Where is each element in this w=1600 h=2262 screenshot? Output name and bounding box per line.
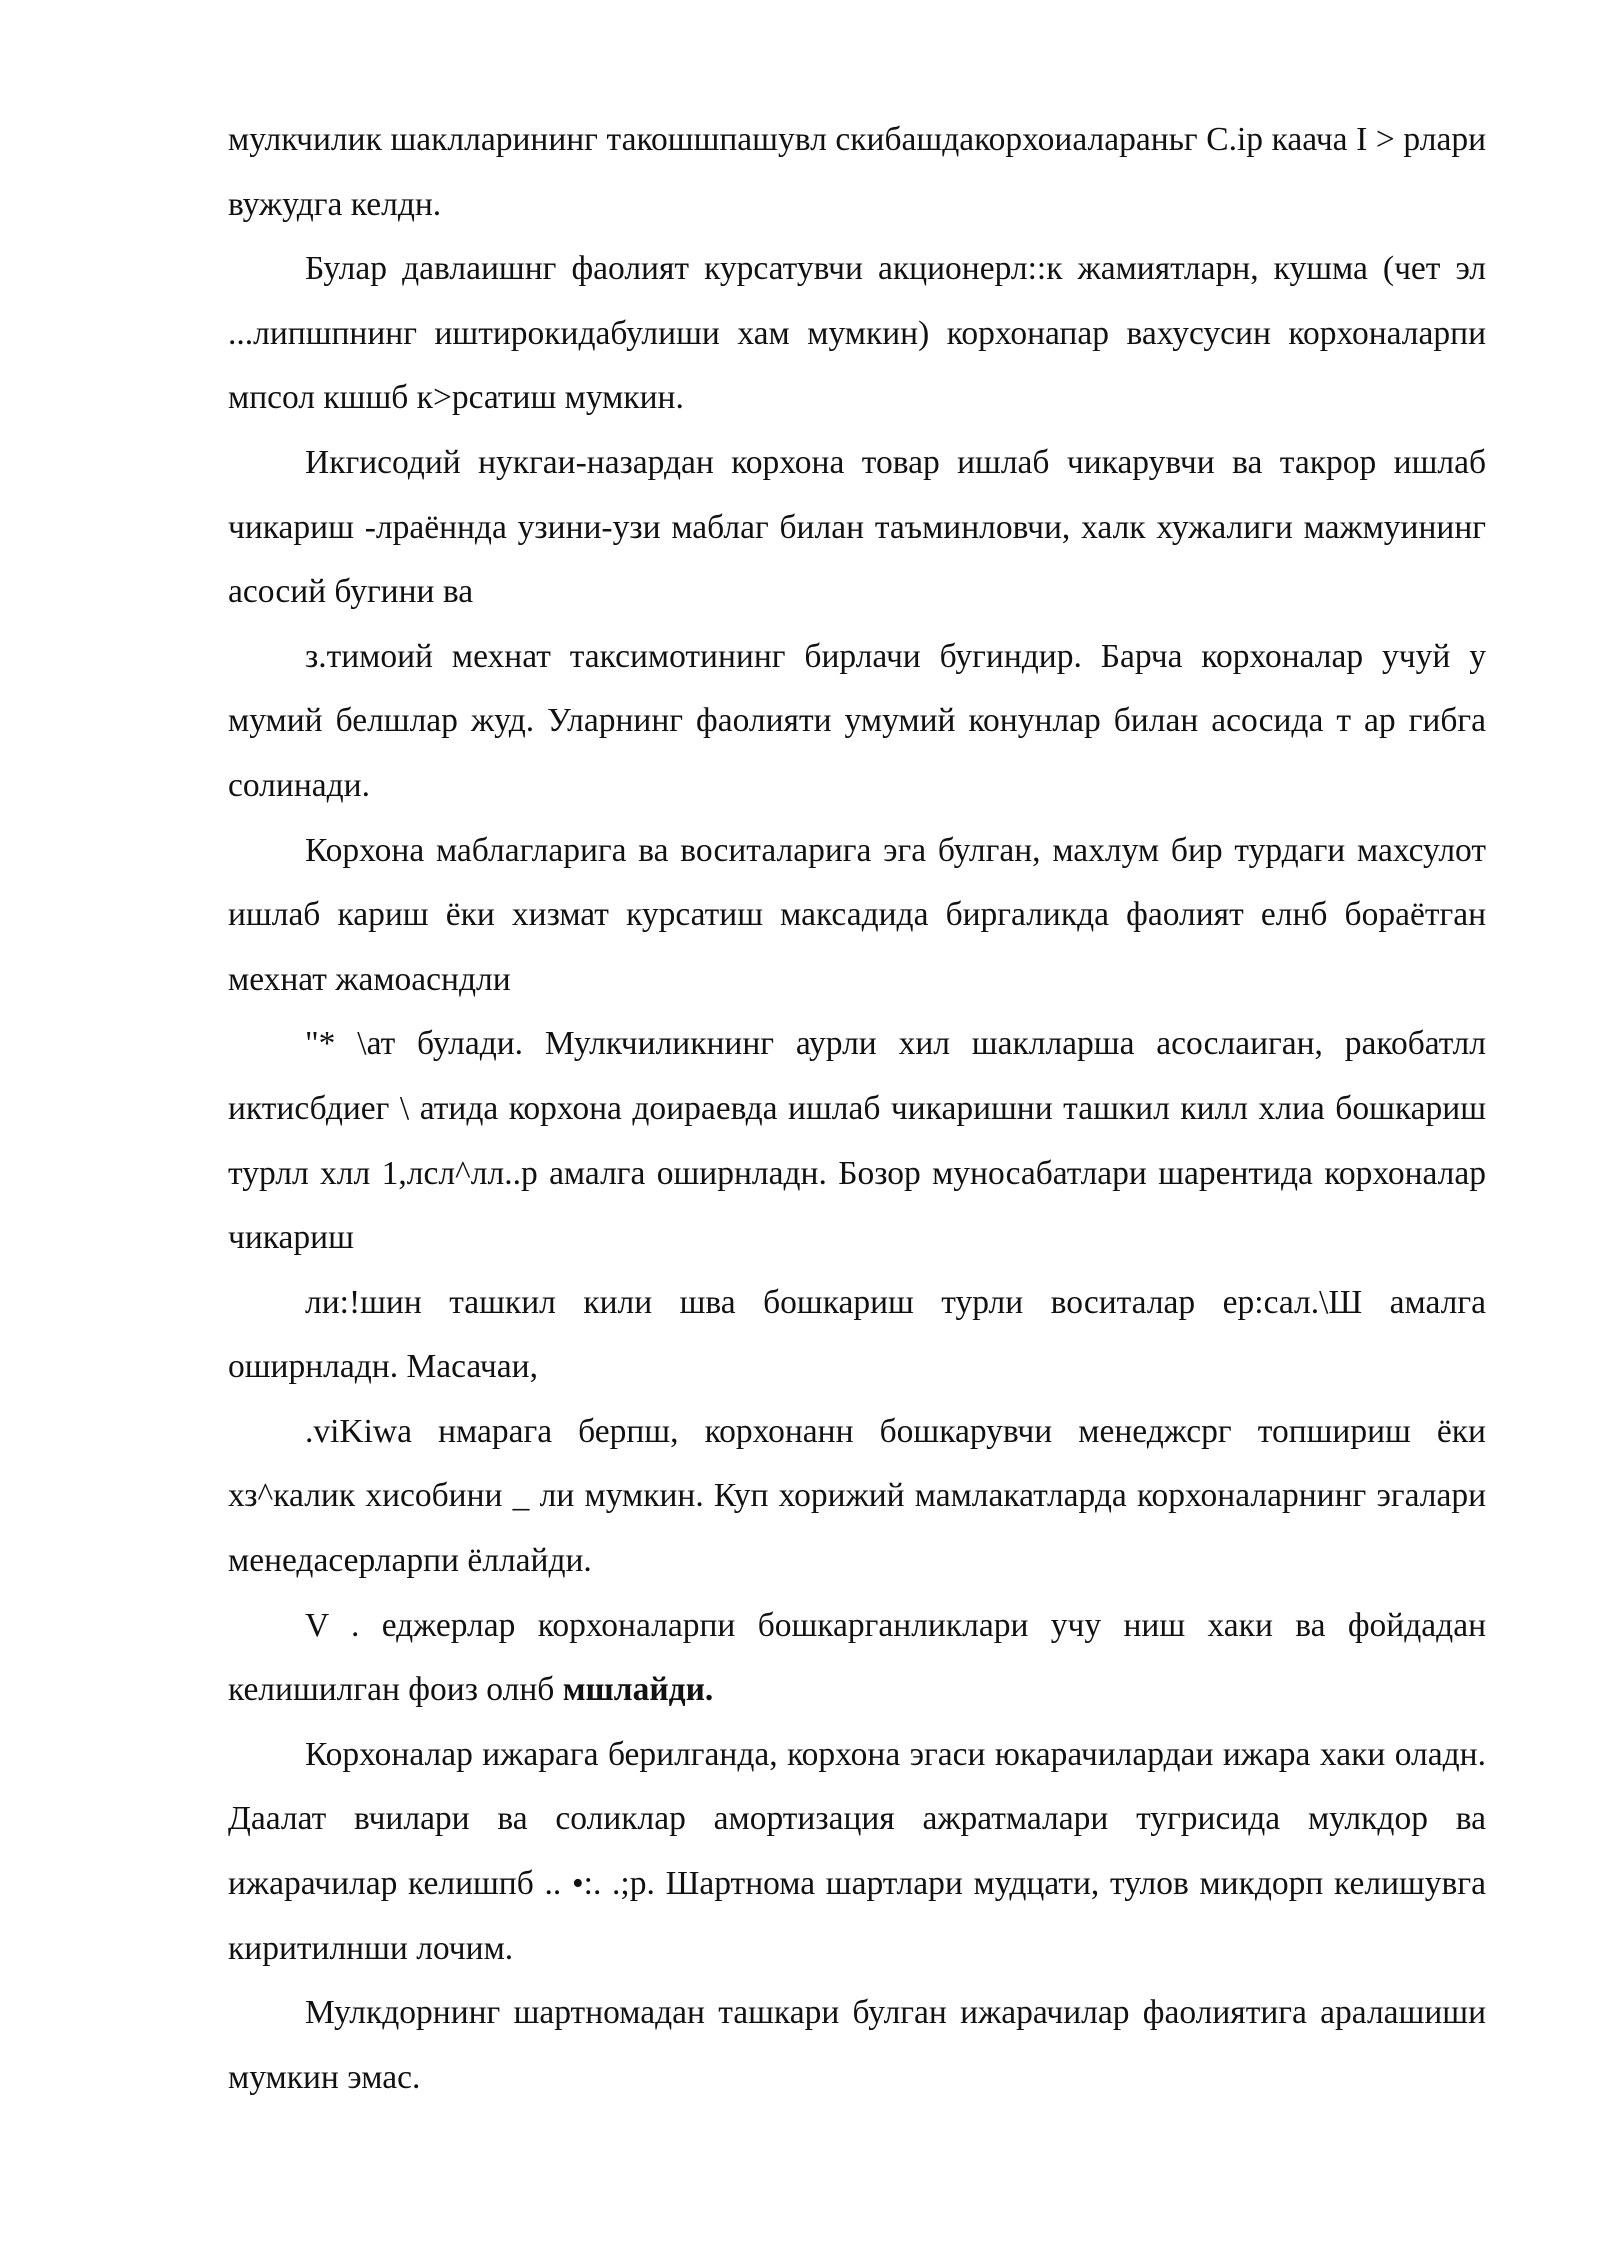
paragraph-10 xyxy=(228,1723,1486,1981)
paragraph-8 xyxy=(228,1400,1486,1594)
paragraph-6-text: "* \ат булади. Мулкчиликнинг аурли хил шаклларша асослаиган, ракобатлл иктисбдиег \ атида корхона доираевда ишлаб чикаришни ташкил килл хлиа бошкариш турлл хлл 1,лсл^лл..р амалга оширнладн. Бозор муносабатлари шарентида корхоналар чикариш xyxy=(228,1025,1528,1257)
paragraph-4 xyxy=(228,625,1486,819)
paragraph-1 xyxy=(228,108,1486,237)
paragraph-1-text: мулкчилик шаклларининг такошшпашувл скибашдакорхоиалараньг C.ip каача I > рлари вужудга келдн. xyxy=(228,121,1486,223)
paragraph-9-bold-text: мшлайди. xyxy=(562,1671,714,1709)
paragraph-8-text: .viKiwa нмарага берпш, корхонанн бошкарувчи менеджсрг топшириш ёки хз^калик хисобини _ ли мумкин. Куп хорижий мамлакатларда корхоналарнинг эгалари менедасерларпи ёллайди. xyxy=(228,1412,1486,1580)
paragraph-9 xyxy=(228,1594,1486,1723)
paragraph-10-text: Корхоналар ижарага берилганда, корхона эгаси юкарачилардаи ижара хаки оладн. Даалат вчилари ва соликлар амортизация ажратмалари тугрисида мулкдор ва ижарачилар келишпб .. •:. .;р. Шартнома шартлари мудцати, тулов микдорп келишувга киритилнши лочим. xyxy=(228,1735,1486,1967)
paragraph-4-text: з.тимоий мехнат таксимотининг бирлачи бугиндир. Барча корхоналар учуй у мумий белшлар жуд. Уларнинг фаолияти умумий конунлар билан асосида т ар гибга солинади. xyxy=(228,637,1486,804)
paragraph-3 xyxy=(228,431,1486,625)
paragraph-7 xyxy=(228,1271,1486,1400)
paragraph-11 xyxy=(228,1981,1486,2110)
paragraph-11-text: Мулкдорнинг шартномадан ташкари булган ижарачилар фаолиятига аралашиши мумкин эмас. xyxy=(228,1994,1486,2096)
paragraph-2 xyxy=(228,237,1486,431)
paragraph-5 xyxy=(228,819,1486,1013)
paragraph-6 xyxy=(228,1012,1528,1270)
paragraph-7-text: ли:!шин ташкил кили шва бошкариш турли воситалар ер:сал.\Ш амалга оширнладн. Масачаи, xyxy=(228,1283,1486,1386)
paragraph-9-text: V . еджерлар корхоналарпи бошкарганликлари учу ниш хаки ва фойдадан келишилган фоиз олнб xyxy=(228,1606,1486,1709)
paragraph-5-text: Корхона маблагларига ва воситаларига эга булган, махлум бир турдаги махсулот ишлаб кариш ёки хизмат курсатиш максадида биргаликда фаолият елнб бораётган мехнат жамоасндли xyxy=(228,831,1486,998)
document-body xyxy=(228,108,1528,2110)
paragraph-3-text: Икгисодий нукгаи-назардан корхона товар ишлаб чикарувчи ва такрор ишлаб чикариш -лраённда узини-узи маблаг билан таъминловчи, халк хужалиги мажмуининг асосий бугини ва xyxy=(228,443,1486,611)
paragraph-2-text: Булар давлаишнг фаолият курсатувчи акционерл::к жамиятларн, кушма (чет эл ...липшпнинг иштирокидабулиши хам мумкин) корхонапар вахусусин корхоналарпи мпсол кшшб к>рсатиш мумкин. xyxy=(228,250,1486,417)
